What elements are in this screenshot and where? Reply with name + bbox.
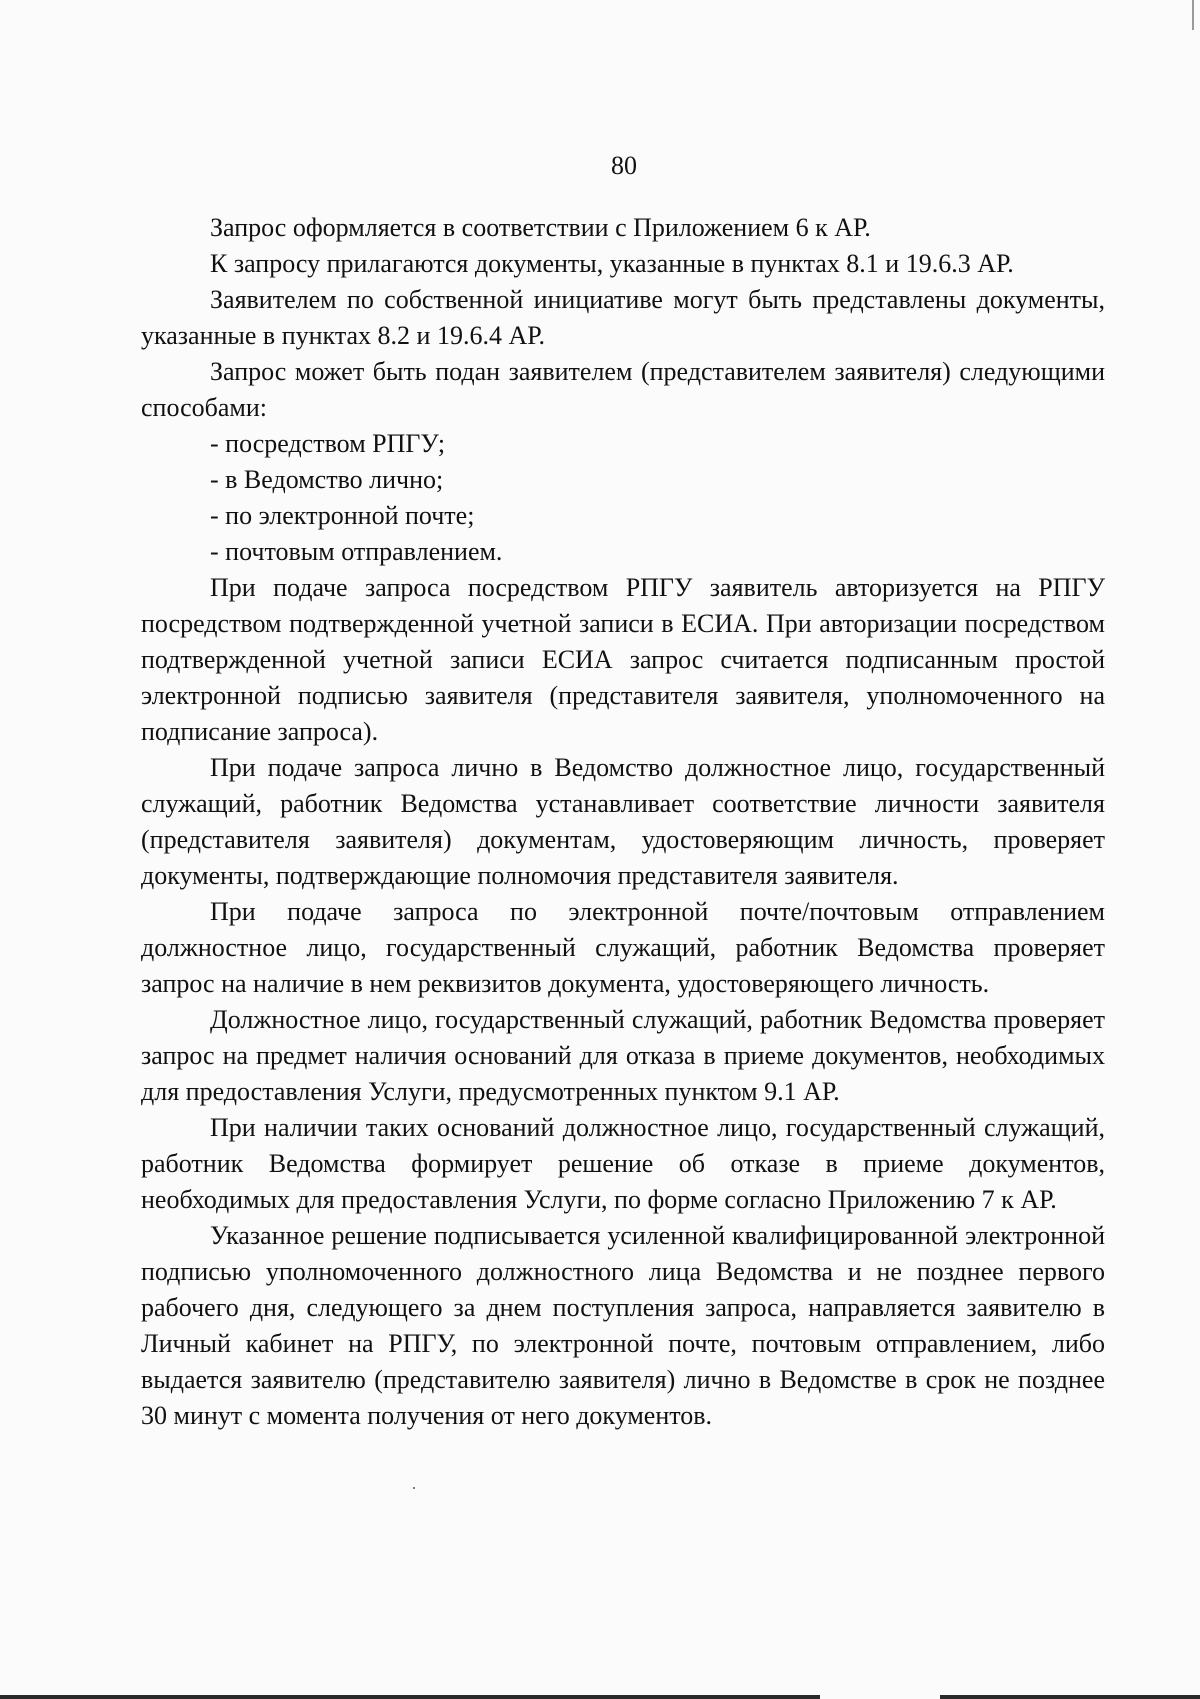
paragraph: Запрос может быть подан заявителем (представителем заявителя) следующими способами: <box>141 357 1105 422</box>
list-item: - по электронной почте; <box>210 501 475 530</box>
scan-speck <box>413 1487 415 1489</box>
scan-edge-mark <box>1192 0 1194 30</box>
scan-edge-gap <box>820 1695 940 1699</box>
list-item: - почтовым отправлением. <box>210 537 503 566</box>
paragraph: При подаче запроса посредством РПГУ заявитель авторизуется на РПГУ посредством подтвержденной учетной записи в ЕСИА. При авторизации посредством подтвержденной учетной записи ЕСИА запрос считается подписанным простой электронной подписью заявителя (представителя заявителя, уполномоченного на подписание запроса). <box>141 573 1105 746</box>
paragraph: К запросу прилагаются документы, указанные в пунктах 8.1 и 19.6.3 АР. <box>210 249 1014 278</box>
scan-edge-bottom <box>0 1695 1200 1699</box>
paragraph: Должностное лицо, государственный служащий, работник Ведомства проверяет запрос на предмет наличия оснований для отказа в приеме документов, необходимых для предоставления Услуги, предусмотренных пунктом 9.1 АР. <box>141 1005 1105 1106</box>
paragraph: При подаче запроса лично в Ведомство должностное лицо, государственный служащий, работник Ведомства устанавливает соответствие личности заявителя (представителя заявителя) документам, удостоверяющим личность, проверяет документы, подтверждающие полномочия представителя заявителя. <box>141 753 1105 890</box>
paragraph: При наличии таких оснований должностное лицо, государственный служащий, работник Ведомства формирует решение об отказе в приеме документов, необходимых для предоставления Услуги, по форме согласно Приложению 7 к АР. <box>141 1113 1105 1214</box>
page-number: 80 <box>611 151 637 180</box>
paragraph: Указанное решение подписывается усиленной квалифицированной электронной подписью уполномоченного должностного лица Ведомства и не позднее первого рабочего дня, следующего за днем поступления запроса, направляется заявителю в Личный кабинет на РПГУ, по электронной почте, почтовым отправлением, либо выдается заявителю (представителю заявителя) лично в Ведомстве в срок не позднее 30 минут с момента получения от него документов. <box>141 1221 1105 1430</box>
list-item: - посредством РПГУ; <box>210 429 446 458</box>
paragraph: Запрос оформляется в соответствии с Приложением 6 к АР. <box>210 213 871 242</box>
paragraph: При подаче запроса по электронной почте/почтовым отправлением должностное лицо, государственный служащий, работник Ведомства проверяет запрос на наличие в нем реквизитов документа, удостоверяющего личность. <box>141 897 1105 998</box>
document-body <box>141 210 1105 1434</box>
paragraph: Заявителем по собственной инициативе могут быть представлены документы, указанные в пунктах 8.2 и 19.6.4 АР. <box>141 285 1105 350</box>
list-item: - в Ведомство лично; <box>210 465 444 494</box>
